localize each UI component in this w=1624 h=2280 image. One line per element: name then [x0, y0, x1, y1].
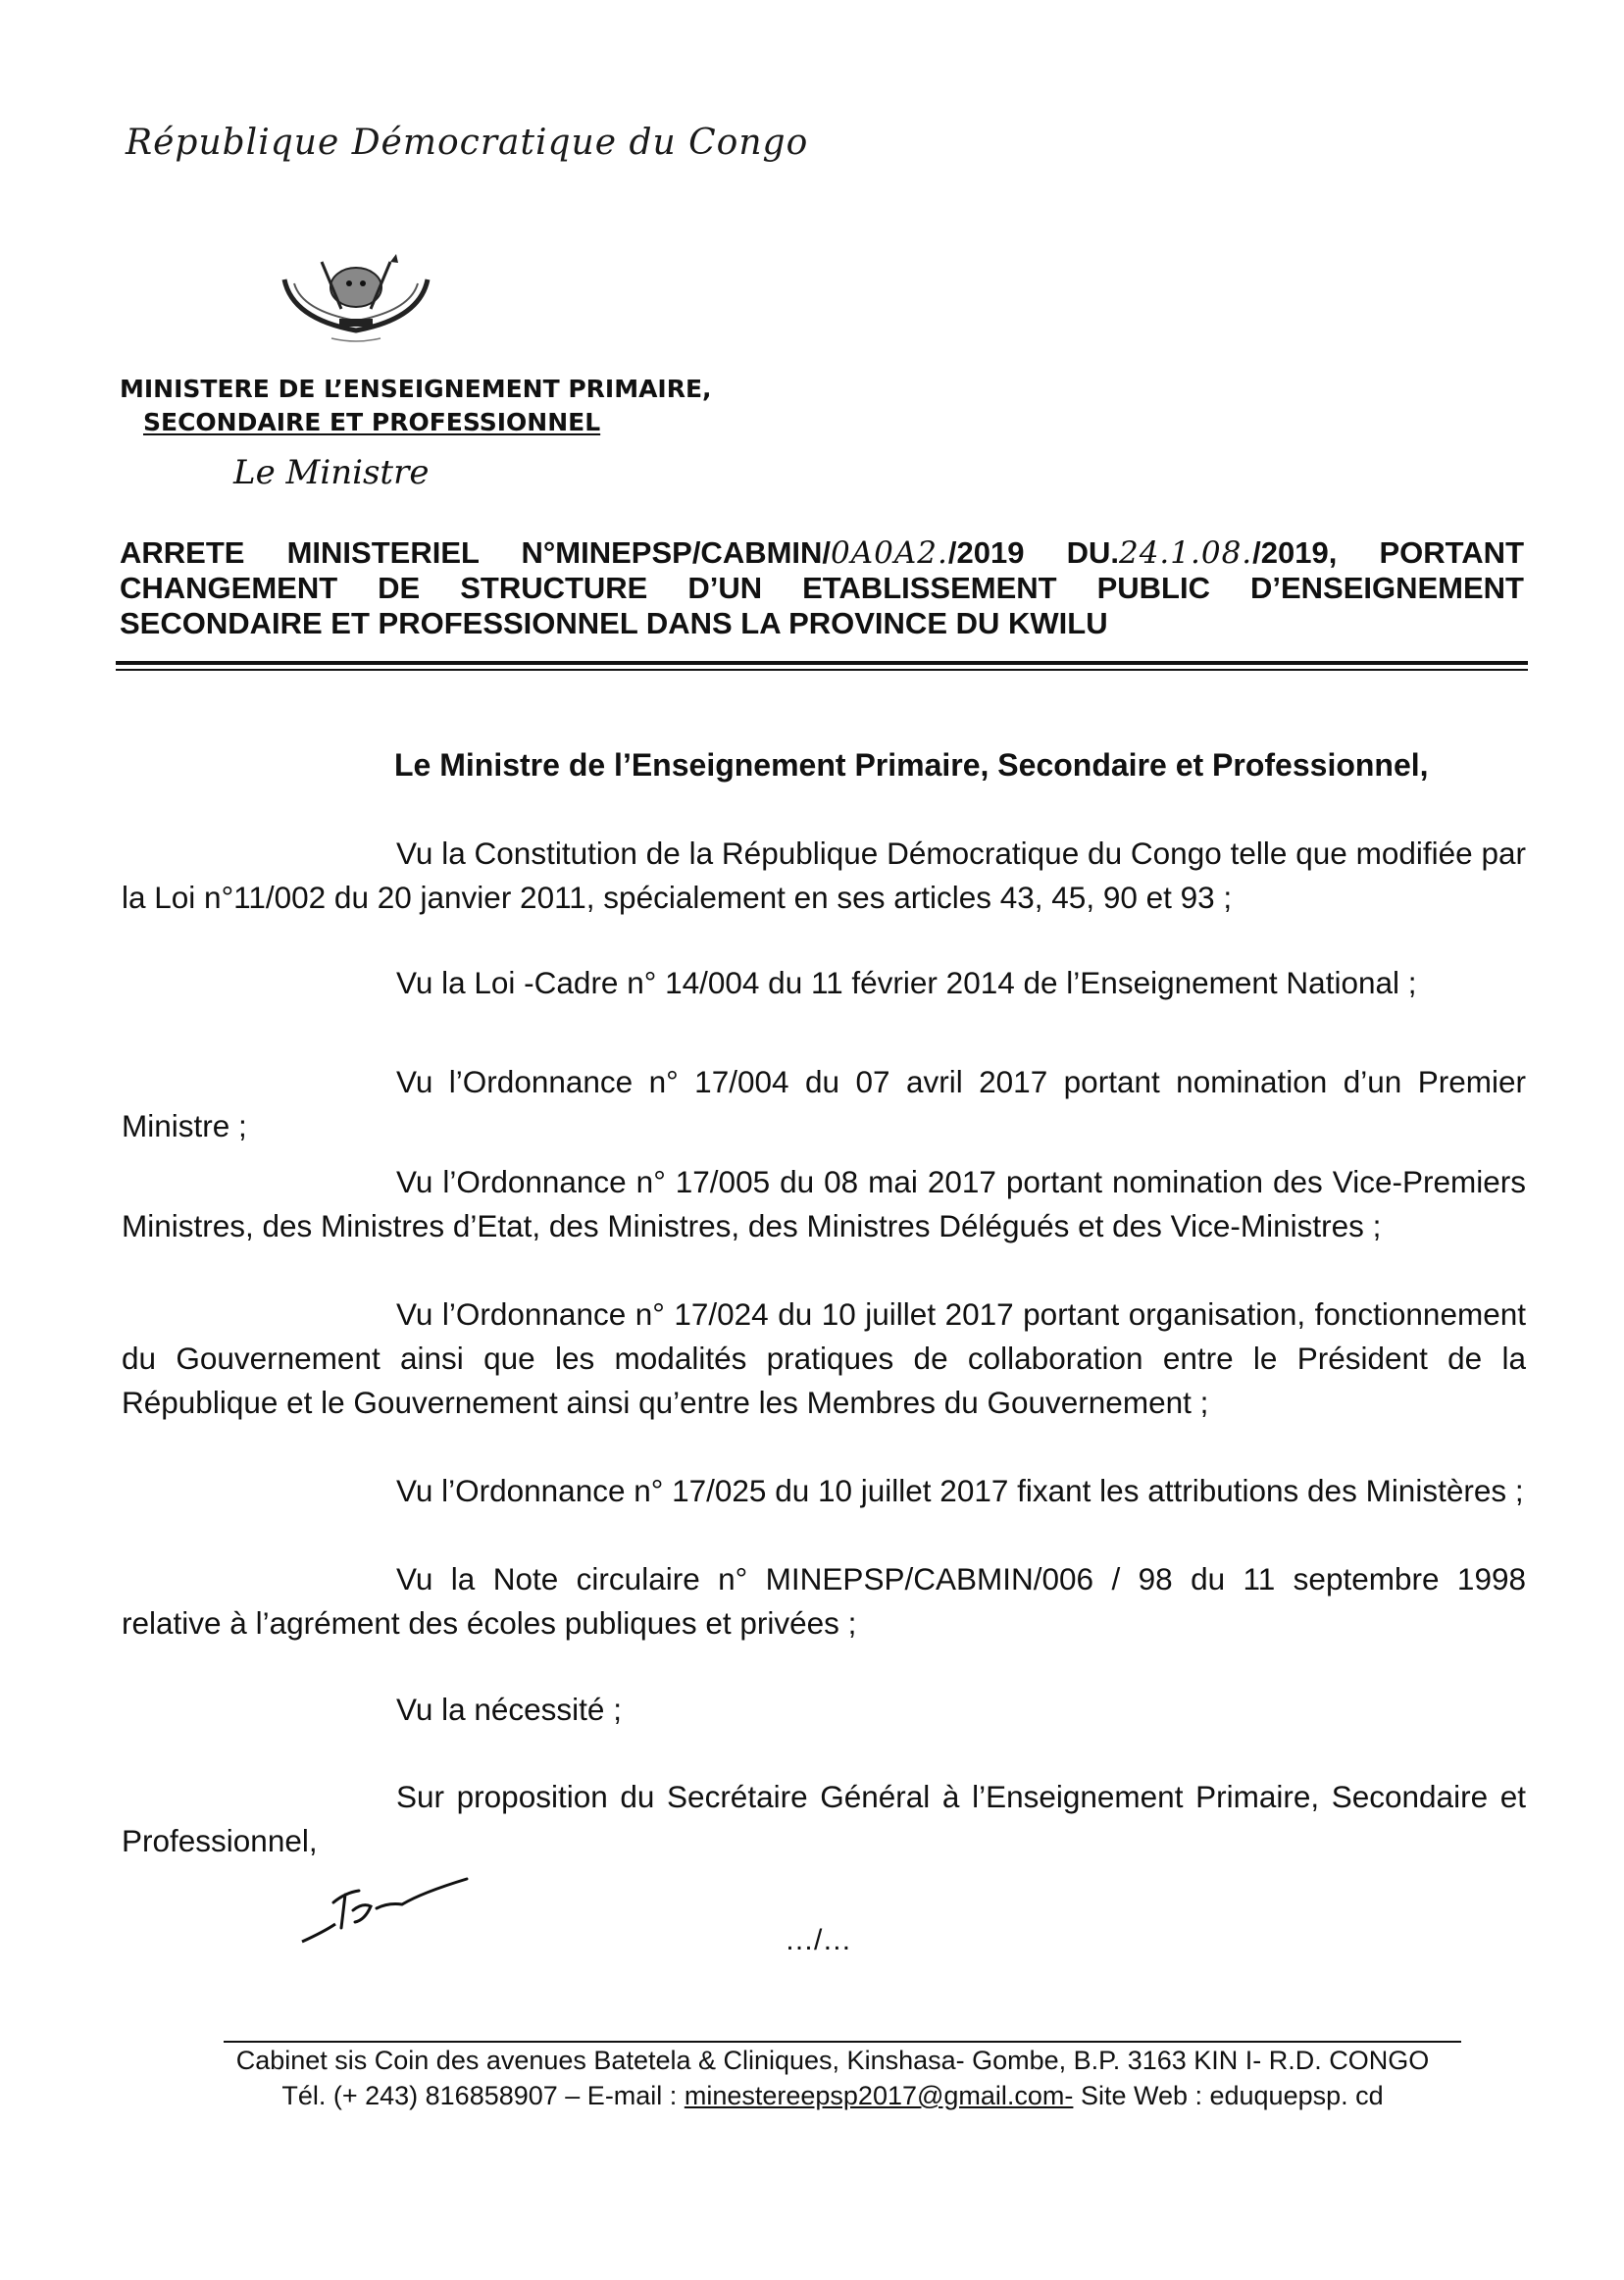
heading-divider-thin	[116, 669, 1528, 671]
continued-marker: …/…	[785, 1924, 852, 1956]
footer-divider	[224, 2041, 1461, 2043]
ministry-name-line2: SECONDAIRE ET PROFESSIONNEL	[143, 408, 601, 436]
paragraph-proposition: Sur proposition du Secrétaire Général à l’Enseignement Primaire, Secondaire et Professionnel,	[122, 1779, 1526, 1858]
republic-header: République Démocratique du Congo	[126, 123, 809, 163]
footer-email-link[interactable]: minestereepsp2017@gmail.com-	[684, 2081, 1074, 2110]
coat-of-arms-emblem	[273, 250, 439, 348]
decree-number: 0A0A2.	[831, 535, 948, 571]
ministry-name-line1: MINISTERE DE L’ENSEIGNEMENT PRIMAIRE,	[120, 375, 712, 403]
paragraph-note-circulaire: Vu la Note circulaire n° MINEPSP/CABMIN/006 / 98 du 11 septembre 1998 relative à l’agrément des écoles publiques et privées ;	[122, 1561, 1526, 1641]
decree-heading-line2: CHANGEMENT DE STRUCTURE D’UN ETABLISSEMENT PUBLIC D’ENSEIGNEMENT	[120, 571, 1524, 605]
decree-heading	[120, 535, 1524, 641]
footer-address: Cabinet sis Coin des avenues Batetela & Cliniques, Kinshasa- Gombe, B.P. 3163 KIN I- R.D. CONGO	[235, 2046, 1430, 2075]
minister-title: Le Ministre	[233, 453, 430, 492]
heading-divider-thick	[116, 661, 1528, 665]
decree-heading-line1: ARRETE MINISTERIEL N°MINEPSP/CABMIN/0A0A2./2019 DU.24.1.08./2019, PORTANT	[120, 535, 1525, 571]
paragraph-ordonnance-17-005: Vu l’Ordonnance n° 17/005 du 08 mai 2017 portant nomination des Vice-Premiers Ministres, des Ministres d’Etat, des Ministres, des Ministres Délégués et des Vice-Ministres ;	[122, 1164, 1526, 1243]
paragraph-constitution: Vu la Constitution de la République Démocratique du Congo telle que modifiée par la Loi n°11/002 du 20 janvier 2011, spécialement en ses articles 43, 45, 90 et 93 ;	[122, 836, 1526, 915]
decree-date: 24.1.08.	[1118, 535, 1253, 571]
paragraph-ordonnance-17-025: Vu l’Ordonnance n° 17/025 du 10 juillet 2017 fixant les attributions des Ministères ;	[396, 1473, 1524, 1508]
paragraph-ordonnance-17-004: Vu l’Ordonnance n° 17/004 du 07 avril 2017 portant nomination d’un Premier Ministre ;	[122, 1064, 1526, 1143]
handwritten-initials-signature	[294, 1863, 481, 1951]
decree-heading-line3: SECONDAIRE ET PROFESSIONNEL DANS LA PROVINCE DU KWILU	[120, 606, 1108, 640]
paragraph-necessite: Vu la nécessité ;	[396, 1692, 622, 1727]
paragraph-ordonnance-17-024: Vu l’Ordonnance n° 17/024 du 10 juillet 2017 portant organisation, fonctionnement du Gouvernement ainsi que les modalités pratiques de collaboration entre le Président de la République et le Gouvernement ainsi qu’entre les Membres du Gouvernement ;	[122, 1296, 1526, 1420]
paragraph-loi-cadre: Vu la Loi -Cadre n° 14/004 du 11 février 2014 de l’Enseignement National ;	[396, 965, 1417, 1000]
footer-contact: Tél. (+ 243) 816858907 – E-mail : minestereepsp2017@gmail.com- Site Web : eduquepsp. cd	[281, 2081, 1384, 2110]
minister-preamble-title: Le Ministre de l’Enseignement Primaire, Secondaire et Professionnel,	[394, 747, 1429, 783]
